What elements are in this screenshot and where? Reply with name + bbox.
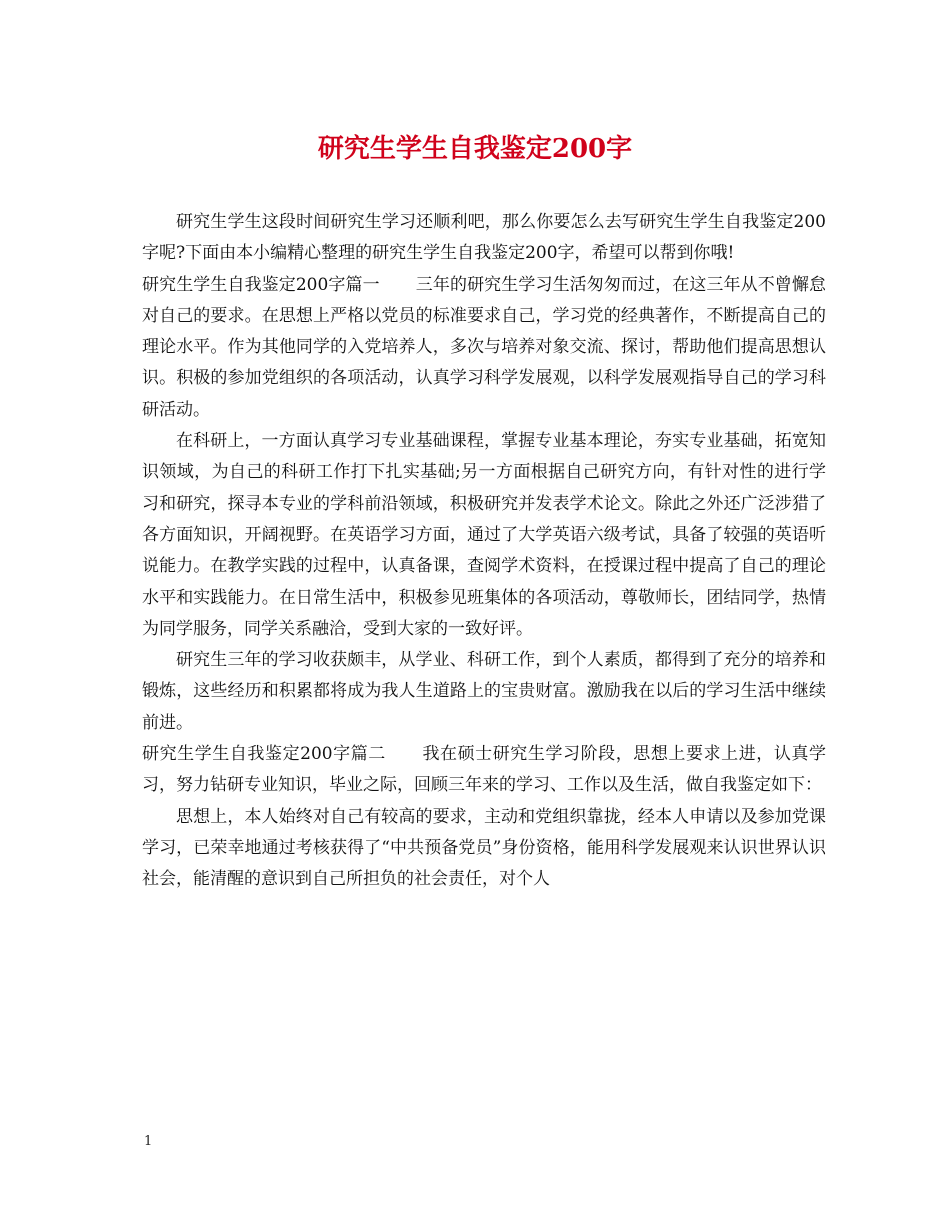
section-2-paragraph-2: 思想上，本人始终对自己有较高的要求，主动和党组织靠拢，经本人申请以及参加党课学习，已荣幸地通过考核获得了“中共预备党员”身份资格，能用科学发展观来认识世界认识社会，能清醒的意识到自己所担负的社会责任，对个人	[142, 806, 826, 890]
section-1-paragraph	[142, 270, 826, 426]
section-2-heading: 研究生学生自我鉴定200字篇二	[142, 744, 386, 765]
section-2-paragraph	[142, 739, 826, 802]
intro-paragraph: 研究生学生这段时间研究生学习还顺利吧，那么你要怎么去写研究生学生自我鉴定200字呢?下面由本小编精心整理的研究生学生自我鉴定200字，希望可以帮到你哦!	[142, 212, 826, 264]
section-1-paragraph-3: 研究生三年的学习收获颇丰，从学业、科研工作，到个人素质，都得到了充分的培养和锻炼，这些经历和积累都将成为我人生道路上的宝贵财富。激励我在以后的学习生活中继续前进。	[142, 650, 826, 733]
section-1-paragraph-2: 在科研上，一方面认真学习专业基础课程，掌握专业基本理论，夯实专业基础，拓宽知识领域，为自己的科研工作打下扎实基础;另一方面根据自己研究方向，有针对性的进行学习和研究，探寻本专业的学科前沿领域，积极研究并发表学术论文。除此之外还广泛涉猎了各方面知识，开阔视野。在英语学习方面，通过了大学英语六级考试，具备了较强的英语听说能力。在教学实践的过程中，认真备课，查阅学术资料，在授课过程中提高了自己的理论水平和实践能力。在日常生活中，积极参见班集体的各项活动，尊敬师长，团结同学，热情为同学服务，同学关系融洽，受到大家的一致好评。	[142, 431, 826, 639]
section-1-heading: 研究生学生自我鉴定200字篇一	[142, 274, 380, 295]
document-body	[142, 207, 826, 896]
section-2-text: 我在硕士研究生学习阶段，思想上要求上进，认真学习，努力钻研专业知识，毕业之际，回顾三年来的学习、工作以及生活，做自我鉴定如下：	[142, 744, 827, 796]
section-1-text: 三年的研究生学习生活匆匆而过，在这三年从不曾懈怠对自己的要求。在思想上严格以党员的标准要求自己，学习党的经典著作，不断提高自己的理论水平。作为其他同学的入党培养人，多次与培养对象交流、探讨，帮助他们提高思想认识。积极的参加党组织的各项活动，认真学习科学发展观，以科学发展观指导自己的学习科研活动。	[142, 274, 827, 420]
page-title: 研究生学生自我鉴定200字	[317, 134, 633, 164]
page-number: 1	[144, 1134, 153, 1149]
